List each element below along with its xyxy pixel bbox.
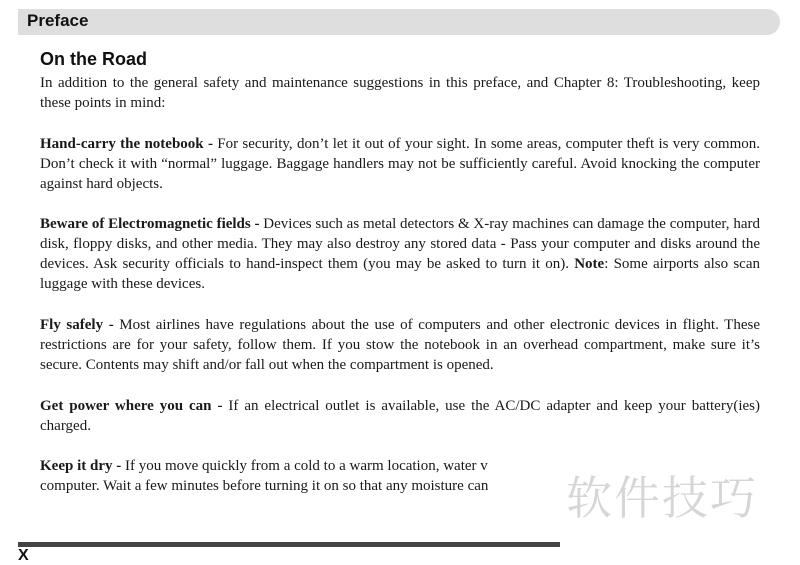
section-title: On the Road [40, 49, 147, 69]
term-get-power: Get power where you can - [40, 398, 223, 414]
text-electromagnetic: Devices such as metal detectors & X-ray machines can damage the computer, hard disk, floppy disks, and other media. They may also destroy any stored data - Pass your computer and disks around the devices. Ask security officials to hand-inspect them (you may be asked to turn it on). [40, 216, 760, 272]
text-hand-carry: For security, don’t let it out of your sight. In some areas, computer theft is very common. Don’t check it with “normal” luggage. Baggage handlers may not be sufficiently careful. Avoid knocking the computer against hard objects. [40, 136, 760, 192]
text-keep-dry-line-1: If you move quickly from a cold to a warm location, water v [121, 458, 488, 474]
paragraph-keep-dry [40, 456, 560, 496]
intro-paragraph: In addition to the general safety and maintenance suggestions in this preface, and Chapter 8: Troubleshooting, keep these points in mind: [40, 75, 760, 111]
text-get-power: If an electrical outlet is available, use the AC/DC adapter and keep your battery(ies) charged. [40, 398, 760, 434]
chapter-title: Preface [27, 11, 89, 30]
paragraph-electromagnetic [40, 214, 760, 294]
footer-rule [18, 542, 560, 547]
text-fly-safely: Most airlines have regulations about the use of computers and other electronic devices in flight. These restrictions are for your safety, follow them. If you stow the notebook in an overhead compartment, make sure it’s secure. Contents may shift and/or fall out when the compartment is opened. [40, 317, 760, 373]
paragraph-fly-safely [40, 315, 760, 375]
paragraph-hand-carry [40, 134, 760, 194]
term-electromagnetic: Beware of Electromagnetic fields - [40, 216, 260, 232]
note-text: : Some airports also scan luggage with these devices. [40, 256, 760, 292]
keep-dry-line-1 [40, 456, 560, 476]
term-hand-carry: Hand-carry the notebook - [40, 136, 213, 152]
watermark: 软件技巧 [566, 471, 758, 525]
page-number: X [18, 547, 29, 564]
note-label: Note [574, 256, 605, 272]
term-keep-dry: Keep it dry - [40, 458, 122, 474]
term-fly-safely: Fly safely - [40, 317, 114, 333]
chapter-header-bar [18, 9, 780, 35]
paragraph-get-power [40, 396, 760, 436]
keep-dry-line-2: computer. Wait a few minutes before turning it on so that any moisture can [40, 478, 489, 494]
